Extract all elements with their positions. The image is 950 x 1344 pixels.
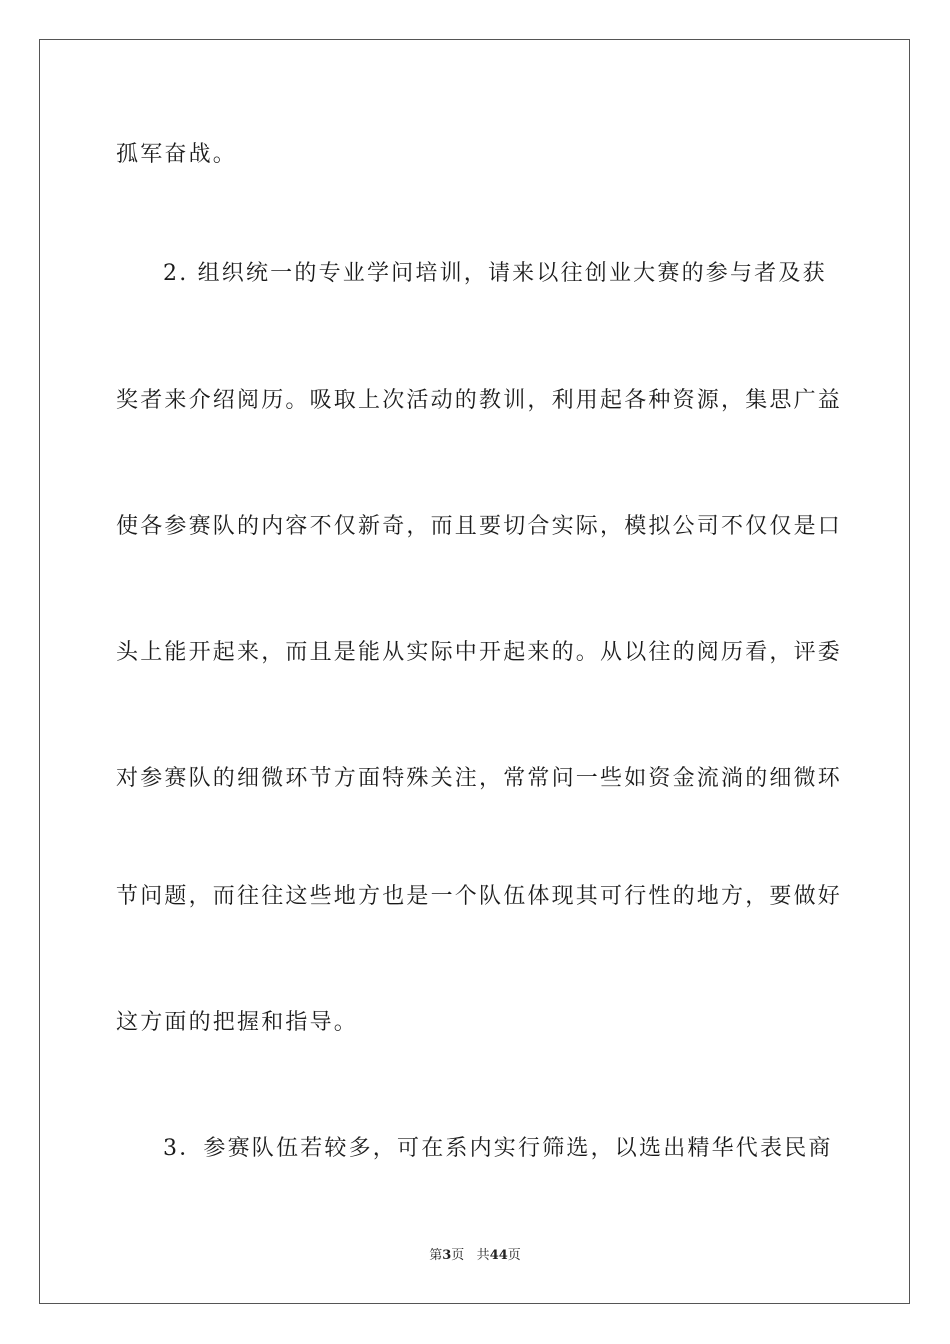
body-line-5: 头上能开起来，而且是能从实际中开起来的。从以往的阅历看，评委 bbox=[116, 640, 843, 665]
page-number: 3 bbox=[442, 1248, 452, 1263]
page-footer bbox=[0, 1247, 950, 1265]
total-pages: 44 bbox=[489, 1248, 508, 1263]
total-suffix: 页 bbox=[507, 1248, 521, 1263]
body-line-9: 3．参赛队伍若较多，可在系内实行筛选，以选出精华代表民商 bbox=[163, 1136, 833, 1161]
body-line-1: 孤军奋战。 bbox=[116, 142, 238, 167]
body-line-6: 对参赛队的细微环节方面特殊关注，常常问一些如资金流淌的细微环 bbox=[116, 766, 843, 791]
page-frame bbox=[39, 39, 910, 1304]
body-line-8: 这方面的把握和指导。 bbox=[116, 1010, 359, 1035]
body-line-3: 奖者来介绍阅历。吸取上次活动的教训，利用起各种资源，集思广益 bbox=[116, 388, 843, 413]
total-prefix: 共 bbox=[476, 1248, 490, 1263]
body-line-2: 2. 组织统一的专业学问培训，请来以往创业大赛的参与者及获 bbox=[163, 261, 827, 286]
body-line-7: 节问题，而往往这些地方也是一个队伍体现其可行性的地方，要做好 bbox=[116, 884, 843, 909]
body-line-4: 使各参赛队的内容不仅新奇，而且要切合实际，模拟公司不仅仅是口 bbox=[116, 514, 843, 539]
page-suffix: 页 bbox=[451, 1248, 465, 1263]
page-prefix: 第 bbox=[429, 1248, 443, 1263]
